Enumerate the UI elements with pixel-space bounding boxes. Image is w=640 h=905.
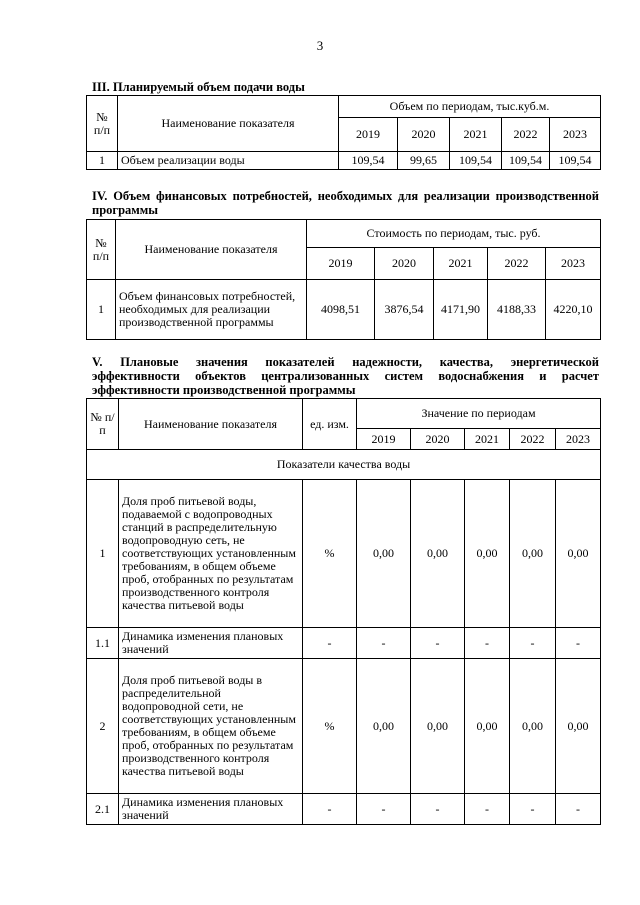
header-year: 2020 bbox=[411, 429, 465, 450]
table-row bbox=[87, 280, 601, 340]
row-unit: - bbox=[303, 628, 357, 659]
row-value: 0,00 bbox=[510, 480, 556, 628]
header-name: Наименование показателя bbox=[118, 96, 339, 152]
header-year: 2021 bbox=[465, 429, 510, 450]
row-value: 109,54 bbox=[450, 152, 502, 170]
section-3-table bbox=[86, 95, 601, 170]
row-value: 4220,10 bbox=[546, 280, 601, 340]
header-year: 2023 bbox=[550, 118, 601, 152]
table-row bbox=[87, 480, 601, 628]
row-name: Объем реализации воды bbox=[118, 152, 339, 170]
row-num: 1 bbox=[87, 280, 116, 340]
row-value: 0,00 bbox=[465, 480, 510, 628]
header-year: 2021 bbox=[434, 248, 488, 280]
header-period: Значение по периодам bbox=[357, 399, 601, 429]
row-value: 109,54 bbox=[550, 152, 601, 170]
row-unit: % bbox=[303, 659, 357, 794]
header-year: 2021 bbox=[450, 118, 502, 152]
row-value: - bbox=[357, 794, 411, 825]
header-year: 2019 bbox=[339, 118, 398, 152]
row-value: - bbox=[510, 628, 556, 659]
row-unit: % bbox=[303, 480, 357, 628]
row-value: - bbox=[411, 794, 465, 825]
group-title: Показатели качества воды bbox=[87, 450, 601, 480]
header-year: 2022 bbox=[510, 429, 556, 450]
row-value: 0,00 bbox=[357, 480, 411, 628]
section-5-table bbox=[86, 398, 601, 825]
row-value: 99,65 bbox=[398, 152, 450, 170]
row-name: Объем финансовых потребностей, необходимых для реализации производственной программы bbox=[116, 280, 307, 340]
row-value: 109,54 bbox=[339, 152, 398, 170]
header-period: Стоимость по периодам, тыс. руб. bbox=[307, 220, 601, 248]
row-value: 0,00 bbox=[510, 659, 556, 794]
row-value: 4188,33 bbox=[488, 280, 546, 340]
row-value: 0,00 bbox=[556, 480, 601, 628]
row-value: 0,00 bbox=[556, 659, 601, 794]
row-value: - bbox=[411, 628, 465, 659]
table-row bbox=[87, 659, 601, 794]
row-num: 2 bbox=[87, 659, 119, 794]
row-name: Динамика изменения плановых значений bbox=[119, 628, 303, 659]
header-num: № п/п bbox=[87, 399, 119, 450]
row-value: 109,54 bbox=[502, 152, 550, 170]
row-unit: - bbox=[303, 794, 357, 825]
header-num: № п/п bbox=[87, 220, 116, 280]
row-value: - bbox=[357, 628, 411, 659]
header-name: Наименование показателя bbox=[119, 399, 303, 450]
page-number: 3 bbox=[316, 38, 324, 53]
header-period: Объем по периодам, тыс.куб.м. bbox=[339, 96, 601, 118]
row-num: 1 bbox=[87, 480, 119, 628]
header-year: 2023 bbox=[546, 248, 601, 280]
row-value: 0,00 bbox=[357, 659, 411, 794]
table-row bbox=[87, 628, 601, 659]
section-4-heading: IV. Объем финансовых потребностей, необходимых для реализации производственной программы bbox=[92, 189, 599, 217]
row-num: 1 bbox=[87, 152, 118, 170]
row-value: 0,00 bbox=[465, 659, 510, 794]
header-year: 2023 bbox=[556, 429, 601, 450]
header-year: 2020 bbox=[398, 118, 450, 152]
row-value: 0,00 bbox=[411, 480, 465, 628]
header-year: 2019 bbox=[307, 248, 375, 280]
row-value: - bbox=[556, 628, 601, 659]
row-name: Доля проб питьевой воды, подаваемой с водопроводных станций в распределительную водопроводную сеть, не соответствующих установленным требованиям, в общем объеме проб, отобранных по результатам производственного контроля качества питьевой воды bbox=[119, 480, 303, 628]
table-row bbox=[87, 794, 601, 825]
row-value: 4171,90 bbox=[434, 280, 488, 340]
row-value: - bbox=[465, 628, 510, 659]
section-3-heading: III. Планируемый объем подачи воды bbox=[92, 80, 305, 94]
header-num: № п/п bbox=[87, 96, 118, 152]
row-value: - bbox=[556, 794, 601, 825]
row-name: Динамика изменения плановых значений bbox=[119, 794, 303, 825]
section-4-table bbox=[86, 219, 601, 340]
table-row bbox=[87, 152, 601, 170]
header-unit: ед. изм. bbox=[303, 399, 357, 450]
row-name: Доля проб питьевой воды в распределительной водопроводной сети, не соответствующих установленным требованиям, в общем объеме проб, отобранных по результатам производственного контроля качества питьевой воды bbox=[119, 659, 303, 794]
section-5-heading: V. Плановые значения показателей надежности, качества, энергетической эффективности объектов централизованных систем водоснабжения и расчет эффективности производственной программы bbox=[92, 355, 599, 397]
row-num: 1.1 bbox=[87, 628, 119, 659]
header-year: 2022 bbox=[502, 118, 550, 152]
row-value: 0,00 bbox=[411, 659, 465, 794]
row-value: 4098,51 bbox=[307, 280, 375, 340]
header-year: 2019 bbox=[357, 429, 411, 450]
row-value: 3876,54 bbox=[375, 280, 434, 340]
header-year: 2022 bbox=[488, 248, 546, 280]
row-num: 2.1 bbox=[87, 794, 119, 825]
header-name: Наименование показателя bbox=[116, 220, 307, 280]
header-year: 2020 bbox=[375, 248, 434, 280]
row-value: - bbox=[510, 794, 556, 825]
row-value: - bbox=[465, 794, 510, 825]
